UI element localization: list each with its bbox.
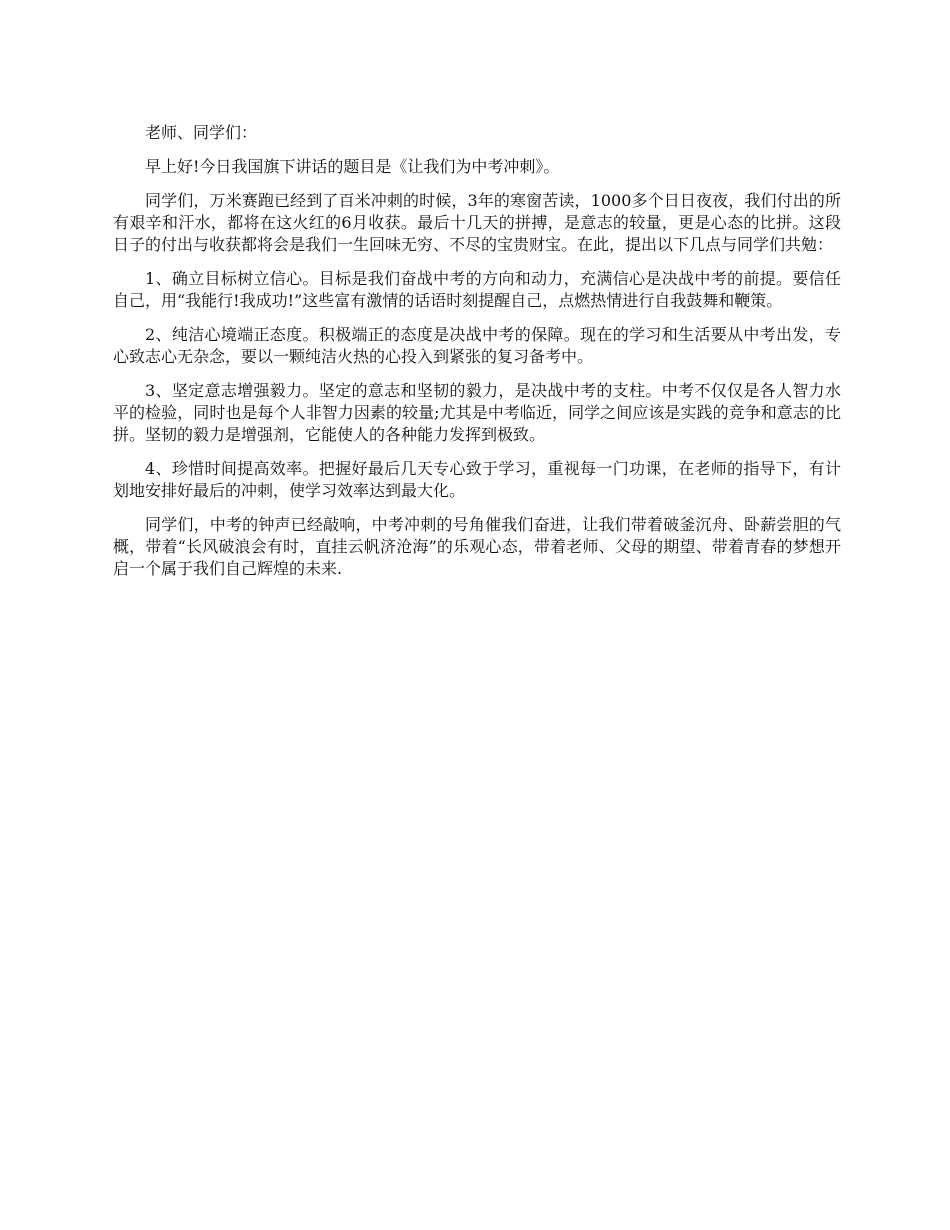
salutation-paragraph: 老师、同学们： [145,123,258,142]
intro-paragraph: 同学们，万米赛跑已经到了百米冲刺的时候，3年的寒窗苦读，1000多个日日夜夜，我们付出的所有艰辛和汗水，都将在这火红的6月收获。最后十几天的拼搏，是意志的较量，更是心态的比拼。这段日子的付出与收获都将会是我们一生回味无穷、不尽的宝贵财宝。在此，提出以下几点与同学们共勉： [113,191,841,254]
point-1-paragraph: 1、确立目标树立信心。目标是我们奋战中考的方向和动力，充满信心是决战中考的前提。要信任自己，用“我能行!我成功!”这些富有激情的话语时刻提醒自己，点燃热情进行自我鼓舞和鞭策。 [113,269,841,310]
closing-paragraph: 同学们，中考的钟声已经敲响，中考冲刺的号角催我们奋进，让我们带着破釜沉舟、卧薪尝胆的气概，带着“长风破浪会有时，直挂云帆济沧海”的乐观心态，带着老师、父母的期望、带着青春的梦想开启一个属于我们自己辉煌的未来. [113,515,841,578]
point-3-paragraph: 3、坚定意志增强毅力。坚定的意志和坚韧的毅力，是决战中考的支柱。中考不仅仅是各人智力水平的检验，同时也是每个人非智力因素的较量;尤其是中考临近，同学之间应该是实践的竞争和意志的比拼。坚韧的毅力是增强剂，它能使人的各种能力发挥到极致。 [113,381,841,444]
document-body [113,122,841,592]
point-2-paragraph: 2、纯洁心境端正态度。积极端正的态度是决战中考的保障。现在的学习和生活要从中考出发，专心致志心无杂念，要以一颗纯洁火热的心投入到紧张的复习备考中。 [113,325,841,366]
greeting-paragraph: 早上好!今日我国旗下讲话的题目是《让我们为中考冲刺》。 [145,157,560,176]
point-4-paragraph: 4、珍惜时间提高效率。把握好最后几天专心致于学习，重视每一门功课，在老师的指导下，有计划地安排好最后的冲刺，使学习效率达到最大化。 [113,459,841,500]
